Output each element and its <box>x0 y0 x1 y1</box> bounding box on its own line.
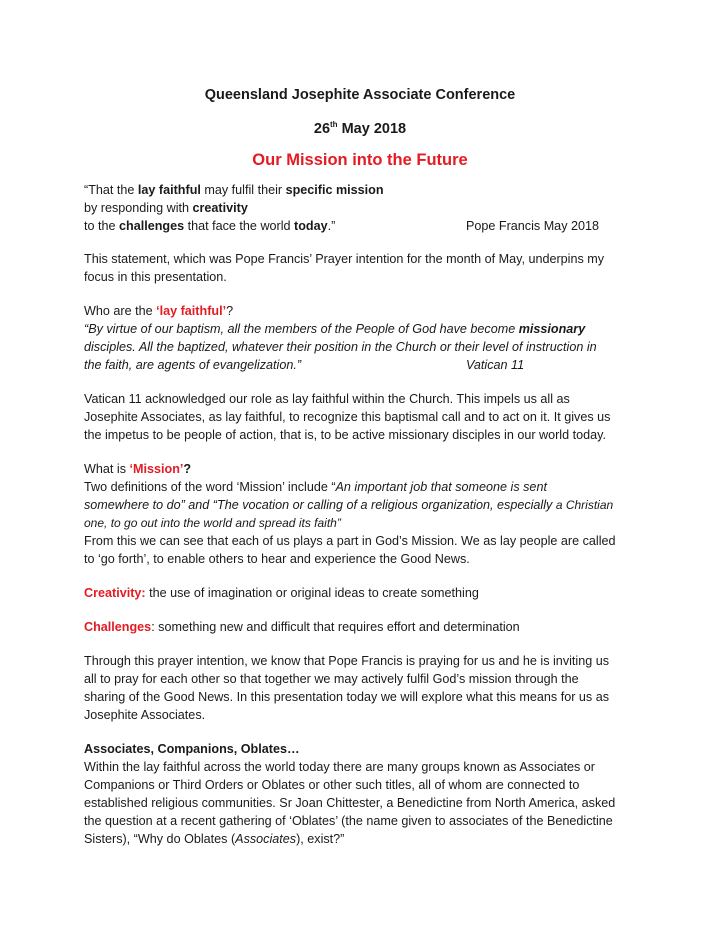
creativity-definition: Creativity: the use of imagination or original ideas to create something <box>84 586 479 600</box>
prayer-line-2: all to pray for each other so that together we may actively fulfil God’s mission through the <box>84 672 579 686</box>
lay-quote-line-2: disciples. All the baptized, whatever their position in the Church or their level of instruction in <box>84 340 597 354</box>
mission-line-2: somewhere to do” and “The vocation or calling of a religious organization, especially a Christian <box>84 498 614 512</box>
lay-attribution: Vatican 11 <box>466 358 525 372</box>
intro-line-2: focus in this presentation. <box>84 270 227 284</box>
mission-question: What is ‘Mission’? <box>84 462 192 476</box>
prayer-line-3: sharing of the Good News. In this presentation today we will explore what this means for us as <box>84 690 610 704</box>
prayer-line-4: Josephite Associates. <box>84 708 206 722</box>
quote-line-1: “That the lay faithful may fulfil their specific mission <box>84 183 384 197</box>
vatican-line-1: Vatican 11 acknowledged our role as lay faithful within the Church. This impels us all as <box>84 392 570 406</box>
mission-line-3: one, to go out into the world and spread its faith” <box>84 516 341 530</box>
associates-line-2: Companions or Third Orders or Oblates or other such titles, all of whom are connected to <box>84 778 580 792</box>
prayer-line-1: Through this prayer intention, we know that Pope Francis is praying for us and he is inviting us <box>84 654 610 668</box>
intro-line-1: This statement, which was Pope Francis’ Prayer intention for the month of May, underpins my <box>84 252 605 266</box>
quote-attribution: Pope Francis May 2018 <box>466 219 600 233</box>
vatican-line-3: the impetus to be people of action, that is, to be active missionary disciples in our world today. <box>84 428 606 442</box>
mission-line-1: Two definitions of the word ‘Mission’ include “An important job that someone is sent <box>84 480 547 494</box>
date-day: 26 <box>313 120 331 137</box>
mission-line-5: to ‘go forth’, to enable others to hear and experience the Good News. <box>84 552 470 566</box>
lay-faithful-question: Who are the ‘lay faithful’? <box>84 304 234 318</box>
date-suffix: th <box>330 120 338 129</box>
associates-line-3: established religious communities. Sr Joan Chittester, a Benedictine from North America, asked <box>84 796 616 810</box>
associates-line-5: Sisters), “Why do Oblates (Associates), exist?” <box>84 832 345 846</box>
lay-quote-line-3: the faith, are agents of evangelization.” <box>84 358 302 372</box>
document-subtitle: Our Mission into the Future <box>252 151 468 169</box>
quote-line-3: to the challenges that face the world today.” <box>84 219 336 233</box>
vatican-line-2: Josephite Associates, as lay faithful, to recognize this baptismal call and to act on it. It gives us <box>84 410 611 424</box>
mission-line-4: From this we can see that each of us plays a part in God’s Mission. We as lay people are called <box>84 534 616 548</box>
associates-line-4: the question at a recent gathering of ‘Oblates’ (the name given to associates of the Benedictine <box>84 814 613 828</box>
document-title: Queensland Josephite Associate Conference <box>204 87 516 103</box>
document-date <box>0 120 720 137</box>
lay-quote-line-1: “By virtue of our baptism, all the members of the People of God have become missionary <box>84 322 586 336</box>
quote-line-2: by responding with creativity <box>84 201 248 215</box>
associates-heading: Associates, Companions, Oblates… <box>84 742 300 756</box>
challenges-definition: Challenges: something new and difficult that requires effort and determination <box>84 620 520 634</box>
date-rest: May 2018 <box>337 120 407 137</box>
associates-line-1: Within the lay faithful across the world today there are many groups known as Associates or <box>84 760 595 774</box>
